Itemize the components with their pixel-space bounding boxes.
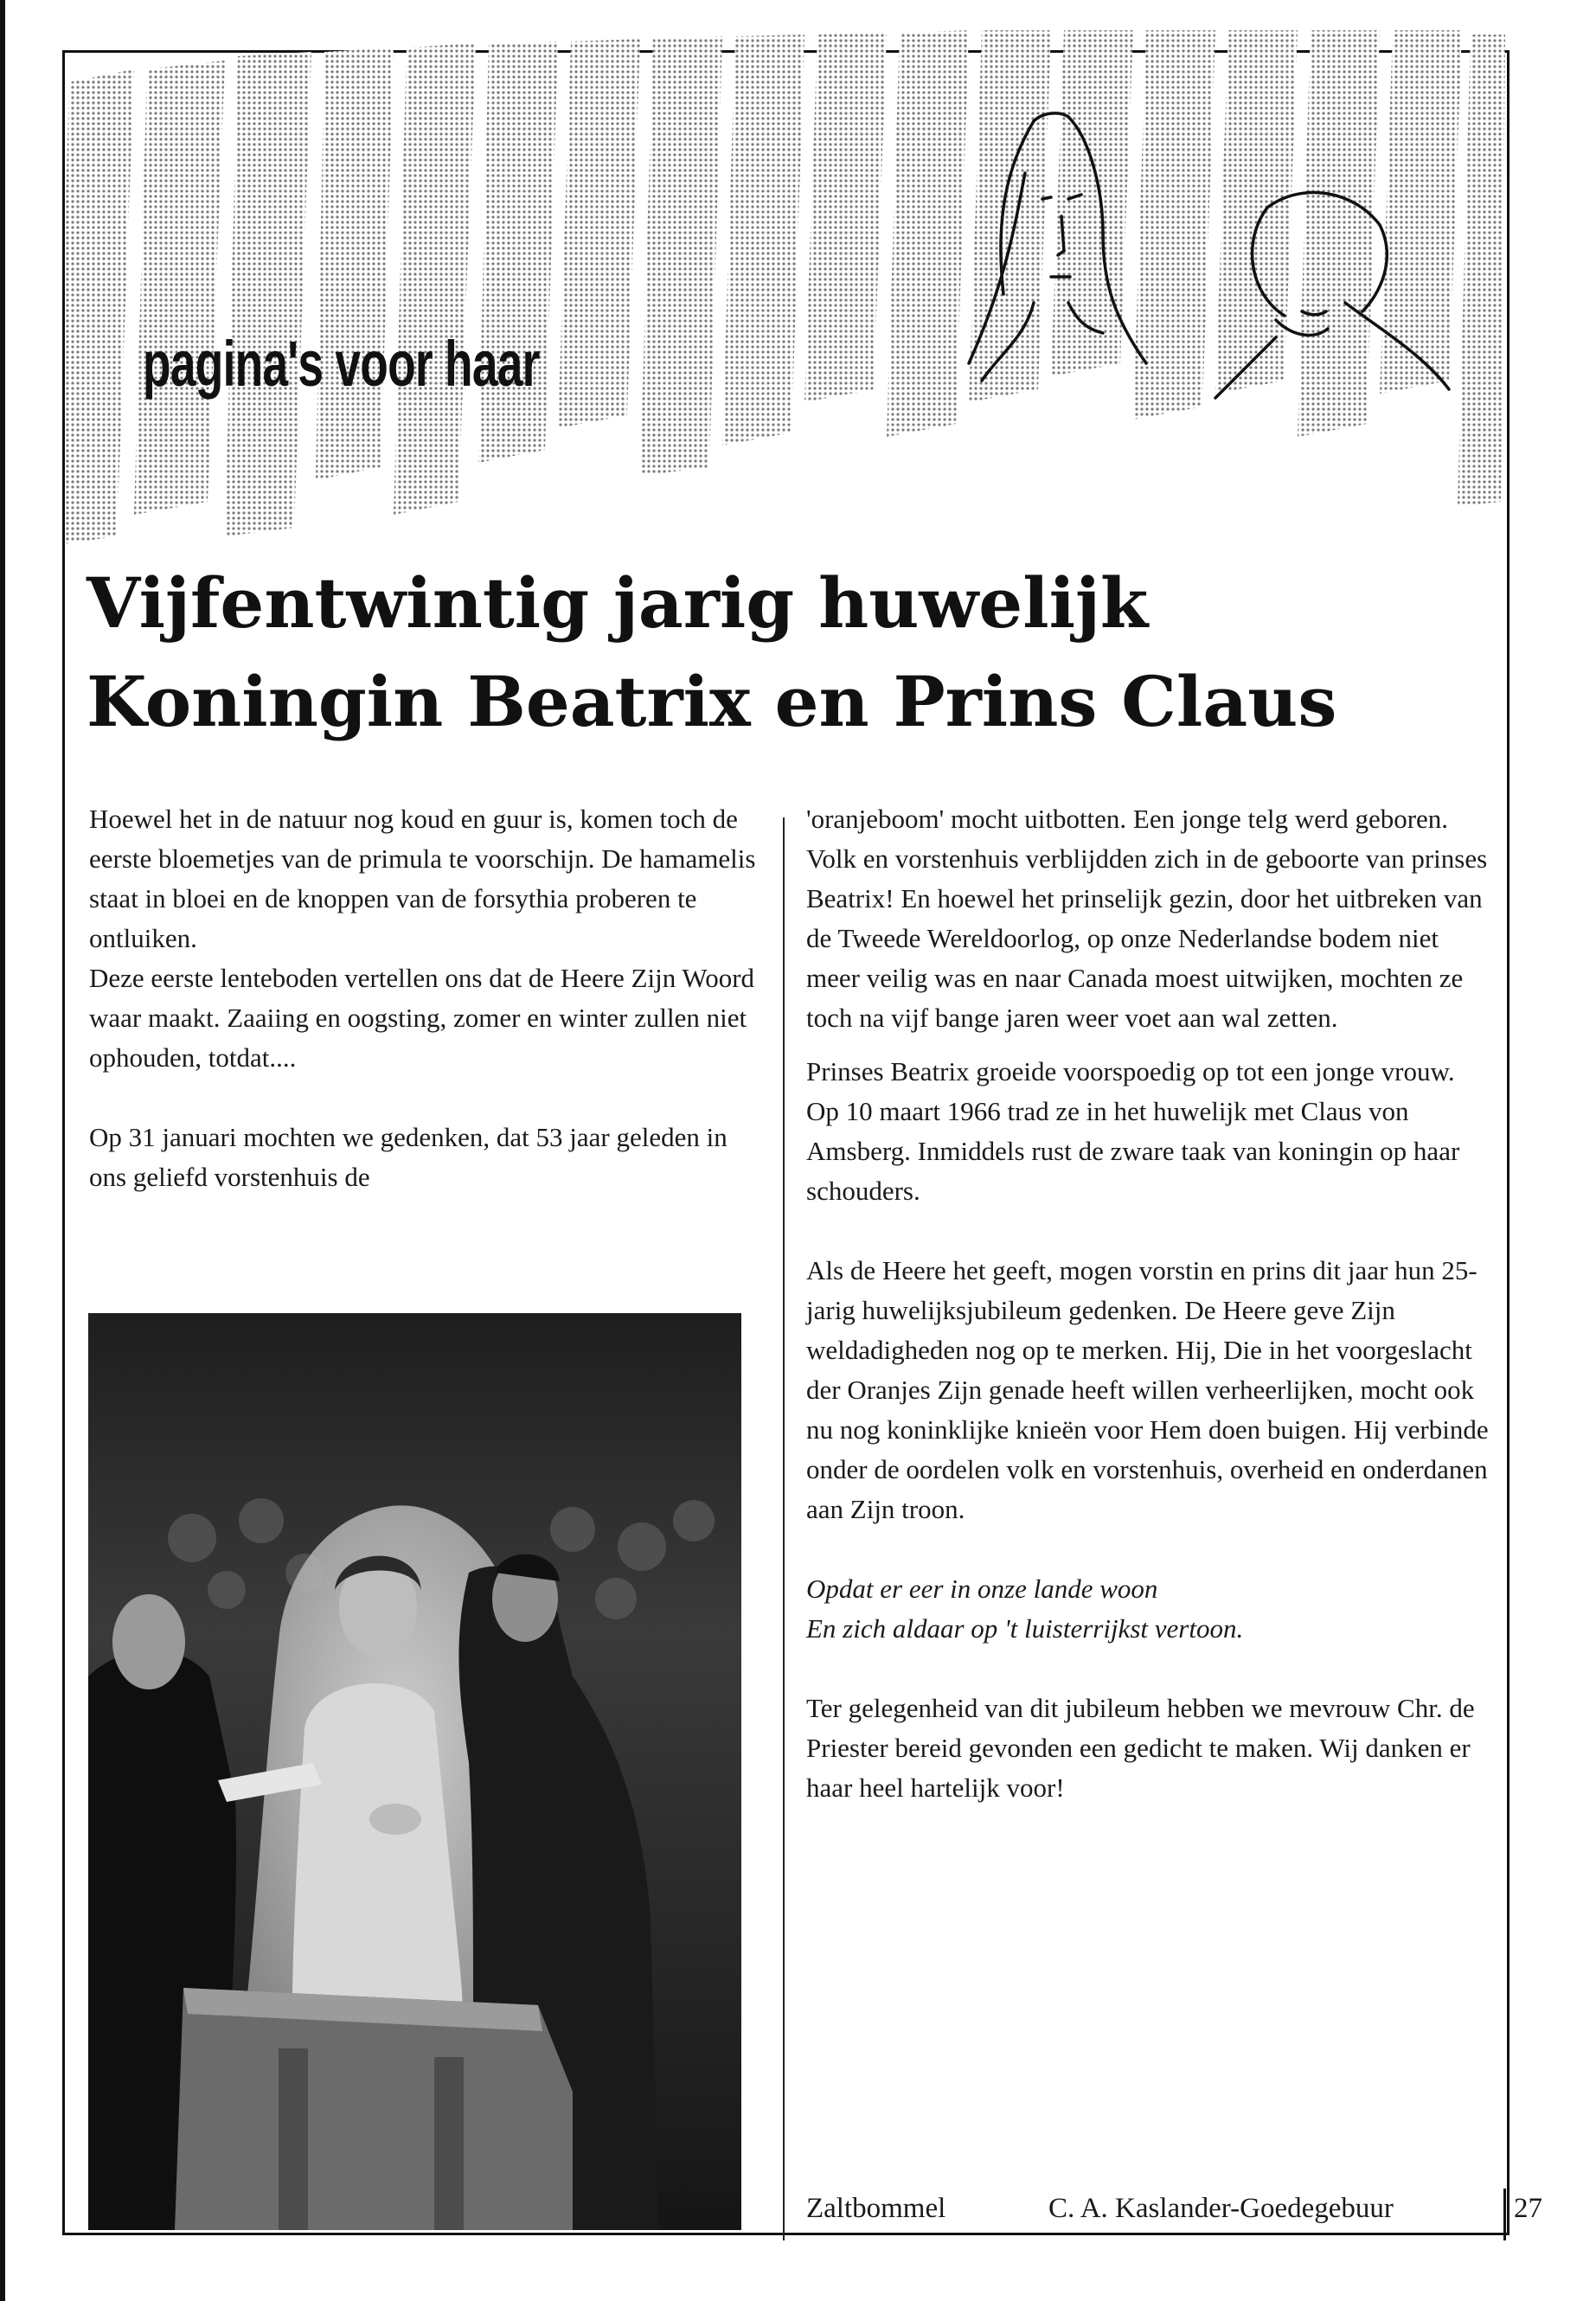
right-paragraph: Prinses Beatrix groeide voorspoedig op tot een jonge vrouw. Op 10 maart 1966 trad ze in het huwelijk met Claus von Amsberg. Inmiddels rust de zware taak van koningin op haar schouders. bbox=[806, 1056, 1460, 1206]
footer-author: C. A. Kaslander-Goedegebuur bbox=[1048, 2193, 1394, 2224]
section-title: pagina's voor haar bbox=[143, 328, 540, 400]
wedding-ceremony-photo-icon bbox=[88, 1313, 741, 2230]
right-column bbox=[806, 799, 1490, 1808]
left-paragraph: Deze eerste lenteboden vertellen ons dat de Heere Zijn Woord waar maakt. Zaaiing en oogsting, zomer en winter zullen niet ophouden, totdat.... bbox=[89, 963, 755, 1073]
left-paragraph: Op 31 januari mochten we gedenken, dat 53 jaar geleden in ons geliefd vorstenhuis de bbox=[89, 1122, 727, 1192]
column-divider bbox=[783, 817, 785, 2240]
quote-line: En zich aldaar op 't luisterrijkst vertoon. bbox=[806, 1613, 1244, 1644]
closing-paragraph: Ter gelegenheid van dit jubileum hebben we mevrouw Chr. de Priester bereid gevonden een gedicht te maken. Wij danken er haar heel hartelijk voor! bbox=[806, 1693, 1475, 1803]
quote-line: Opdat er eer in onze lande woon bbox=[806, 1574, 1158, 1604]
page-number-rule bbox=[1503, 2189, 1506, 2240]
right-paragraph: 'oranjeboom' mocht uitbotten. Een jonge telg werd geboren. Volk en vorstenhuis verblijdden zich in de geboorte van prinses Beatrix! En hoewel het prinselijk gezin, door het uitbreken van de Tweede Wereldoorlog, op onze Nederlandse bodem niet meer veilig was en naar Canada moest uitwijken, mochten ze toch na vijf bange jaren weer voet aan wal zetten. bbox=[806, 804, 1488, 1033]
halftone-stripes bbox=[65, 30, 1505, 545]
page-number: 27 bbox=[1514, 2193, 1542, 2224]
headline-line-2: Koningin Beatrix en Prins Claus bbox=[87, 661, 1337, 742]
right-paragraph: Als de Heere het geeft, mogen vorstin en prins dit jaar hun 25-jarig huwelijksjubileum gedenken. De Heere geve Zijn weldadigheden nog op te merken. Hij, Die in het voorgeslacht der Oranjes Zijn genade heeft willen verheerlijken, mocht ook nu nog koninklijke knieën voor Hem doen buigen. Hij verbinde onder de oordelen volk en vorstenhuis, overheid en onderdanen aan Zijn troon. bbox=[806, 1255, 1489, 1524]
headline-line-1: Vijfentwintig jarig huwelijk bbox=[87, 562, 1149, 644]
header-banner bbox=[65, 17, 1509, 554]
left-paragraph: Hoewel het in de natuur nog koud en guur is, komen toch de eerste bloemetjes van de primula te voorschijn. De hamamelis staat in bloei en de knoppen van de forsythia proberen te ontluiken. bbox=[89, 804, 756, 953]
left-column bbox=[89, 799, 764, 1197]
binding-edge bbox=[0, 0, 5, 2301]
article-headline bbox=[87, 554, 1505, 751]
footer-place: Zaltbommel bbox=[806, 2193, 946, 2224]
